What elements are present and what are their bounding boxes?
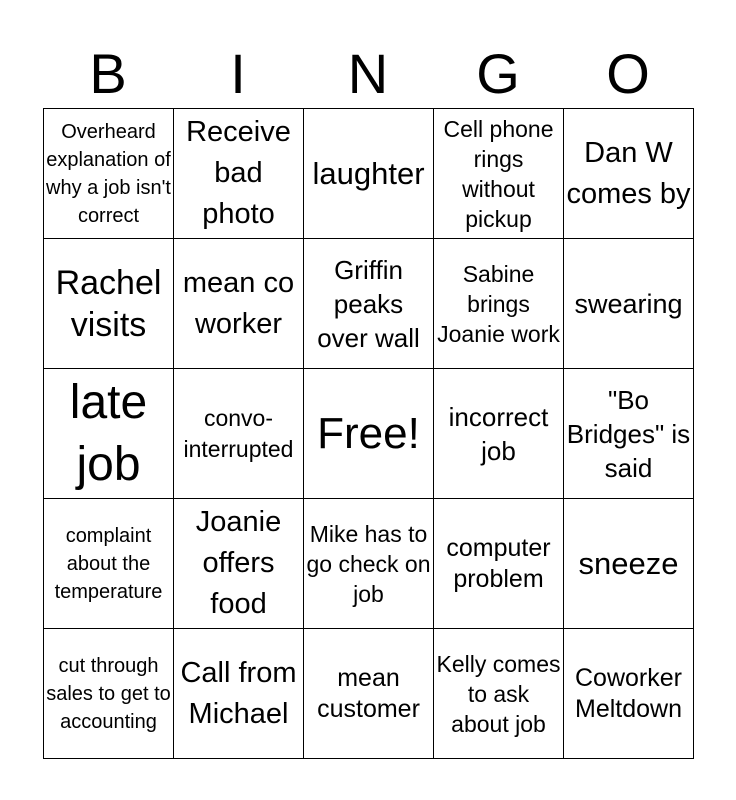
- grid-row-5: [44, 629, 694, 759]
- bingo-cell-r2c1[interactable]: Rachel visits: [44, 239, 174, 369]
- bingo-cell-r5c1[interactable]: cut through sales to get to accounting: [44, 629, 174, 759]
- header-letter-g: G: [476, 42, 520, 105]
- bingo-cell-r5c3[interactable]: mean customer: [304, 629, 434, 759]
- bingo-cell-r4c4[interactable]: computer problem: [434, 499, 564, 629]
- grid-row-3: [44, 369, 694, 499]
- header-letter-o: O: [606, 42, 650, 105]
- bingo-cell-r1c1[interactable]: Overheard explanation of why a job isn't correct: [44, 109, 174, 239]
- bingo-cell-r1c2[interactable]: Receive bad photo: [174, 109, 304, 239]
- grid-row-1: [44, 109, 694, 239]
- bingo-cell-r2c5[interactable]: swearing: [564, 239, 694, 369]
- bingo-cell-r3c5[interactable]: "Bo Bridges" is said: [564, 369, 694, 499]
- header-letter-n: N: [347, 42, 389, 105]
- grid-row-4: [44, 499, 694, 629]
- bingo-cell-free[interactable]: Free!: [304, 369, 434, 499]
- header-letter-i: I: [230, 42, 246, 105]
- bingo-cell-r4c3[interactable]: Mike has to go check on job: [304, 499, 434, 629]
- bingo-cell-r2c2[interactable]: mean co worker: [174, 239, 304, 369]
- bingo-cell-r5c5[interactable]: Coworker Meltdown: [564, 629, 694, 759]
- bingo-cell-r2c4[interactable]: Sabine brings Joanie work: [434, 239, 564, 369]
- bingo-cell-r4c1[interactable]: complaint about the temperature: [44, 499, 174, 629]
- bingo-cell-r4c2[interactable]: Joanie offers food: [174, 499, 304, 629]
- bingo-cell-r2c3[interactable]: Griffin peaks over wall: [304, 239, 434, 369]
- bingo-cell-r4c5[interactable]: sneeze: [564, 499, 694, 629]
- grid-row-2: [44, 239, 694, 369]
- header-letter-b: B: [89, 42, 127, 105]
- bingo-cell-r3c2[interactable]: convo-interrupted: [174, 369, 304, 499]
- bingo-cell-r3c4[interactable]: incorrect job: [434, 369, 564, 499]
- bingo-cell-r1c5[interactable]: Dan W comes by: [564, 109, 694, 239]
- bingo-cell-r1c3[interactable]: laughter: [304, 109, 434, 239]
- bingo-header: [43, 40, 693, 108]
- bingo-cell-r5c4[interactable]: Kelly comes to ask about job: [434, 629, 564, 759]
- bingo-cell-r5c2[interactable]: Call from Michael: [174, 629, 304, 759]
- bingo-cell-r3c1[interactable]: late job: [44, 369, 174, 499]
- bingo-cell-r1c4[interactable]: Cell phone rings without pickup: [434, 109, 564, 239]
- bingo-grid: [43, 108, 694, 759]
